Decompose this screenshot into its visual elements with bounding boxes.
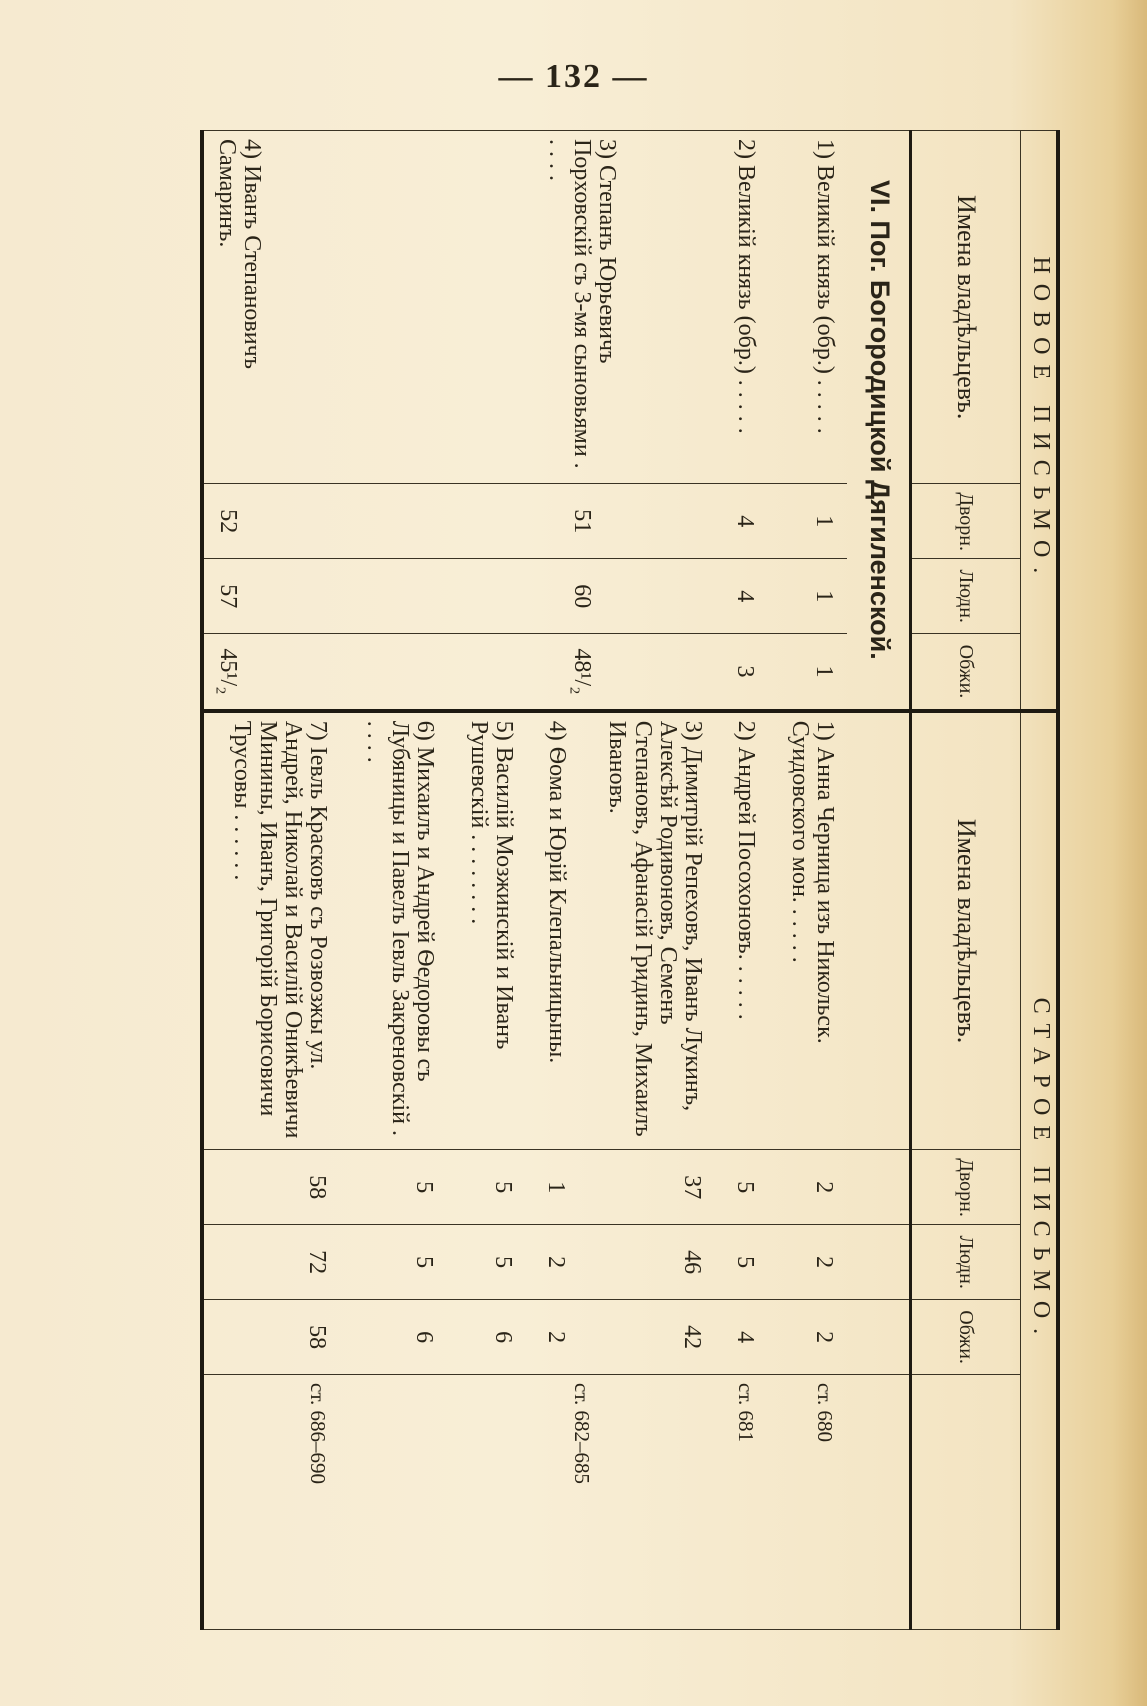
old-households-value: 5	[715, 1150, 768, 1225]
new-households-value: 1	[768, 484, 847, 559]
old-people-value: 2	[526, 1225, 579, 1300]
old-people-value: 46	[579, 1225, 715, 1300]
new-people-value: 4	[715, 559, 768, 634]
old-obzhi-value: 58	[202, 1300, 340, 1375]
source-reference: ст. 680	[768, 1375, 847, 1630]
old-people-value: 72	[202, 1225, 340, 1300]
old-obzhi-value: 4	[715, 1300, 768, 1375]
new-owner-name: 4) Иванъ Степановичъ Самаринъ.	[202, 131, 447, 484]
old-people-value: 5	[715, 1225, 768, 1300]
old-letter-header: СТАРОЕ ПИСЬМО.	[1020, 711, 1058, 1630]
table-row	[579, 131, 715, 1630]
new-obzhi-value: 45¹/₂	[202, 634, 447, 711]
new-households-value: 4	[715, 484, 768, 559]
new-people-value: 60	[447, 559, 715, 634]
new-people-value: 1	[768, 559, 847, 634]
new-households-header: Дворн.	[910, 484, 1020, 559]
old-owner-name: 1) Анна Черница изъ Никольск. Суидовского мон. . . . . .	[768, 711, 847, 1150]
new-obzhi-value: 48¹/₂	[447, 634, 715, 711]
new-obzhi-header: Обжи.	[910, 634, 1020, 711]
new-people-header: Людн.	[910, 559, 1020, 634]
census-table	[200, 130, 1060, 1630]
table-row	[768, 131, 847, 1630]
old-obzhi-value: 2	[526, 1300, 579, 1375]
new-names-header: Имена владѣльцевъ.	[910, 131, 1020, 484]
old-households-value: 5	[340, 1150, 447, 1225]
new-people-value: 57	[202, 559, 447, 634]
new-obzhi-value: 3	[715, 634, 768, 711]
old-households-value: 1	[526, 1150, 579, 1225]
old-owner-name: 6) Михаилъ и Андрей Ѳедоровы съ Лубяницы и Павелъ Іевль Закреновскій . . . . .	[340, 711, 447, 1150]
old-households-value: 5	[447, 1150, 526, 1225]
old-people-header: Людн.	[910, 1225, 1020, 1300]
old-owner-name: 4) Ѳома и Юрій Клепальницыны.	[526, 711, 579, 1150]
old-obzhi-header: Обжи.	[910, 1300, 1020, 1375]
old-households-value: 58	[202, 1150, 340, 1225]
table-row	[715, 131, 768, 1630]
old-households-value: 37	[579, 1150, 715, 1225]
new-households-value: 51	[447, 484, 715, 559]
new-obzhi-value: 1	[768, 634, 847, 711]
reference-header	[910, 1375, 1020, 1630]
old-owner-name: 7) Іевль Красковъ съ Розвозжы ул. Андрей, Николай и Василій Оникѣевичи Минины, Иванъ, Григорій Борисовичи Трусовы . . . . . .	[202, 711, 340, 1150]
new-owner-name: 1) Великій князь (обр.) . . . . .	[768, 131, 847, 484]
old-obzhi-value: 6	[447, 1300, 526, 1375]
new-owner-name: 2) Великій князь (обр.) . . . . .	[715, 131, 768, 484]
old-people-value: 5	[340, 1225, 447, 1300]
old-owner-name: 2) Андрей Посохоновъ. . . . . .	[715, 711, 768, 1150]
new-owner-name: 3) Степанъ Юрьевичъ Порховскій съ 3-мя сыновьями . . . . .	[447, 131, 715, 484]
source-reference: ст. 681	[715, 1375, 768, 1630]
old-obzhi-value: 42	[579, 1300, 715, 1375]
source-reference: ст. 686–690	[202, 1375, 340, 1630]
table-row	[340, 131, 447, 1630]
old-households-value: 2	[768, 1150, 847, 1225]
new-households-value: 52	[202, 484, 447, 559]
old-people-value: 5	[447, 1225, 526, 1300]
old-obzhi-value: 2	[768, 1300, 847, 1375]
source-reference: ст. 682–685	[447, 1375, 715, 1630]
section-title: VI. Пог. Богородицкой Дягиленской.	[847, 131, 910, 711]
old-obzhi-value: 6	[340, 1300, 447, 1375]
page-number: — 132 —	[498, 58, 649, 95]
old-owner-name: 3) Димитрій Репеховъ, Иванъ Лукинъ, Алексѣй Родивоновъ, Семенъ Степановъ, Афанасій Гридинъ, Михаилъ Ивановъ.	[579, 711, 715, 1150]
old-people-value: 2	[768, 1225, 847, 1300]
rotated-table-container	[200, 130, 1060, 1630]
new-letter-header: НОВОЕ ПИСЬМО.	[1020, 131, 1058, 711]
old-names-header: Имена владѣльцевъ.	[910, 711, 1020, 1150]
old-households-header: Дворн.	[910, 1150, 1020, 1225]
old-owner-name: 5) Василій Мозжинскій и Иванъ Рушевскій . . . . . . . .	[447, 711, 526, 1150]
